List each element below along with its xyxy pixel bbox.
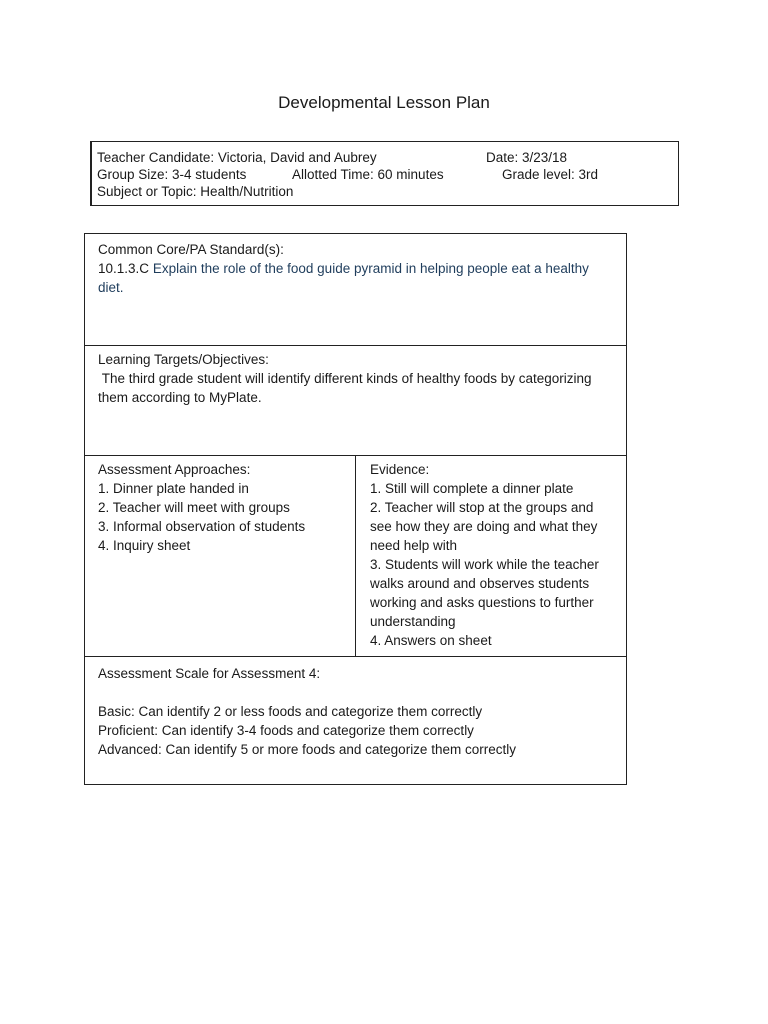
assessment-evidence-section xyxy=(85,456,626,657)
standards-section xyxy=(85,234,626,346)
lesson-date: Date: 3/23/18 xyxy=(486,150,568,165)
scale-heading: Assessment Scale for Assessment 4: xyxy=(98,666,321,681)
assessment-item: 1. Dinner plate handed in xyxy=(98,481,249,496)
evidence-column xyxy=(370,460,616,650)
objectives-text: The third grade student will identify different kinds of healthy foods by categorizing them according to MyPlate. xyxy=(98,371,596,405)
scale-item-advanced: Advanced: Can identify 5 or more foods and categorize them correctly xyxy=(98,742,516,757)
evidence-heading: Evidence: xyxy=(370,462,430,477)
objectives-heading: Learning Targets/Objectives: xyxy=(98,352,269,367)
standards-heading: Common Core/PA Standard(s): xyxy=(98,242,284,257)
evidence-item: 2. Teacher will stop at the groups and see how they are doing and what they need help with xyxy=(370,500,598,553)
column-divider xyxy=(355,456,356,656)
assessment-item: 4. Inquiry sheet xyxy=(98,538,191,553)
objectives-section xyxy=(85,346,626,456)
evidence-item: 3. Students will work while the teacher walks around and observes students working and asks questions to further understanding xyxy=(370,557,599,629)
subject-topic: Subject or Topic: Health/Nutrition xyxy=(97,184,294,199)
assessment-approaches xyxy=(98,460,348,555)
standards-statement xyxy=(98,259,614,297)
assessment-item: 2. Teacher will meet with groups xyxy=(98,500,290,515)
assessment-heading: Assessment Approaches: xyxy=(98,462,251,477)
evidence-item: 1. Still will complete a dinner plate xyxy=(370,481,574,496)
evidence-item: 4. Answers on sheet xyxy=(370,633,492,648)
standard-code: 10.1.3.C xyxy=(98,261,150,276)
standard-text: Explain the role of the food guide pyramid in helping people eat a healthy diet. xyxy=(98,261,589,295)
teacher-candidate: Teacher Candidate: Victoria, David and Aubrey xyxy=(97,150,377,165)
assessment-scale-section xyxy=(85,657,626,784)
assessment-item: 3. Informal observation of students xyxy=(98,519,306,534)
allotted-time: Allotted Time: 60 minutes xyxy=(292,167,444,182)
scale-item-proficient: Proficient: Can identify 3-4 foods and categorize them correctly xyxy=(98,723,474,738)
document-title: Developmental Lesson Plan xyxy=(278,93,490,112)
group-size: Group Size: 3-4 students xyxy=(97,167,247,182)
lesson-plan-table xyxy=(84,233,627,785)
header-info-box xyxy=(90,141,679,206)
scale-item-basic: Basic: Can identify 2 or less foods and categorize them correctly xyxy=(98,704,483,719)
grade-level: Grade level: 3rd xyxy=(502,167,599,182)
